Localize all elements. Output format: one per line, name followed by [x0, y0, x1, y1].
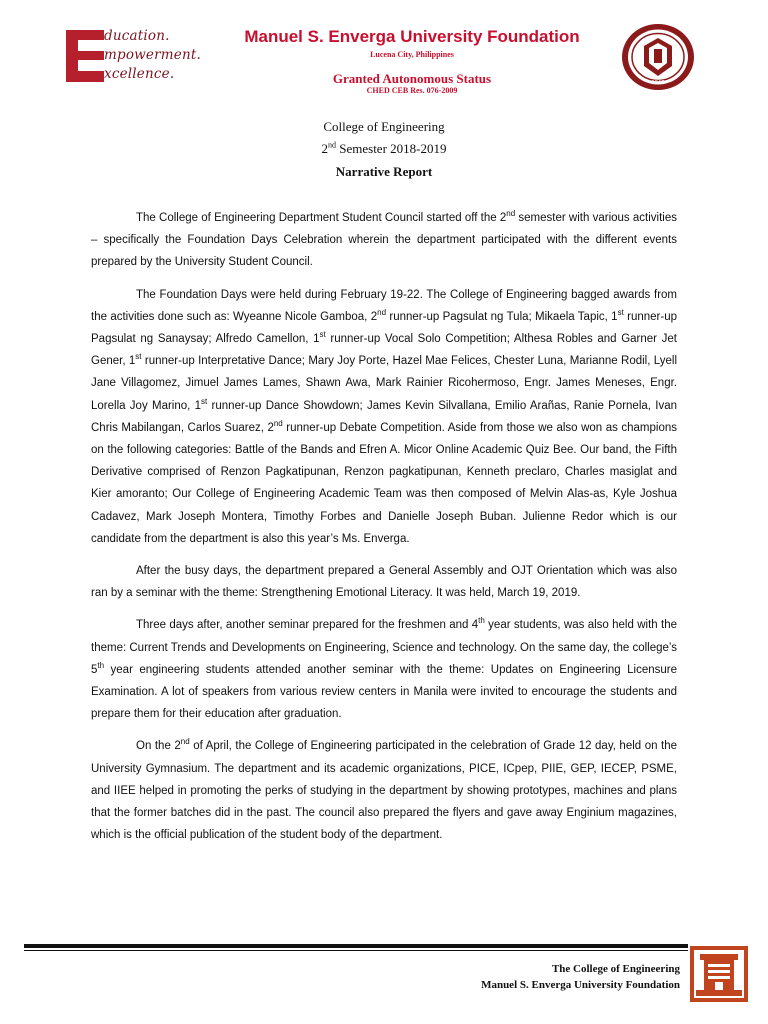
paragraph-text: runner-up Interpretative Dance; Mary Joy Porte, Hazel Mae Felices, Chester Luna, Marianne Rodil, Lyell Jane Villagomez, Jimuel James Lames, Shawn Awa, Mark Rainier Ricohermoso, Engr. James Meneses, Engr. Lorella Joy Marino, 1	[91, 355, 677, 412]
paragraph	[91, 207, 677, 274]
semester-title	[0, 141, 768, 157]
ordinal-suffix: th	[97, 661, 105, 671]
ordinal-suffix: nd	[180, 737, 190, 747]
university-seal-icon	[620, 22, 696, 92]
university-city: Lucena City, Philippines	[370, 50, 454, 59]
paragraph-text: of April, the College of Engineering participated in the celebration of Grade 12 day, held on the University Gymnasium. The department and its academic organizations, PICE, ICpep, PIIE, GEP, IECEP, PSME, and IIEE helped in promoting the perks of studying in the department by showing prototypes, machines and plans that the former batches did in the past. The council also prepared the flyers and gave away Enginium magazines, which is the official publication of the student body of the department.	[91, 740, 677, 842]
autonomous-status: Granted Autonomous Status	[332, 71, 492, 86]
ordinal-suffix: st	[319, 330, 326, 340]
ched-resolution: CHED CEB Res. 076-2009	[366, 86, 458, 95]
footer-university: Manuel S. Enverga University Foundation	[481, 979, 680, 991]
paragraph-text: After the busy days, the department prepared a General Assembly and OJT Orientation which was also ran by a seminar with the theme: Strengthening Emotional Literacy. It was held, March 19, 2019.	[91, 565, 677, 600]
footer-divider-thin	[24, 950, 688, 951]
ordinal-suffix: st	[201, 396, 208, 406]
college-title: College of Engineering	[323, 119, 445, 134]
university-tagline-logo	[62, 24, 210, 82]
paragraph-text: runner-up Dance Showdown; James Kevin Silvallana, Emilio Arañas, Ranie Pornela, Ivan Chris Mabilangan, Carlos Suarez, 2	[91, 399, 677, 434]
paragraph-text: The Foundation Days were held during February 19-22. The College of Engineering bagged awards from the activities done such as: Wyeanne Nicole Gamboa, 2	[91, 288, 677, 323]
semester-text: Semester 2018-2019	[336, 141, 447, 156]
semester-ordinal: 2	[321, 141, 328, 156]
paragraph-text: On the 2	[136, 740, 181, 753]
paragraph	[91, 560, 677, 604]
letter-e-logo-icon	[66, 30, 104, 82]
footer-college: The College of Engineering	[551, 963, 680, 975]
semester-ordinal-suffix: nd	[328, 140, 336, 150]
paragraph-text: Three days after, another seminar prepared for the freshmen and 4	[136, 619, 479, 632]
paragraph-text: runner-up Pagsulat ng Sanaysay; Alfredo Camellon, 1	[91, 310, 678, 346]
paragraph-text: semester with various activities – specifically the Foundation Days Celebration wherein the department participated with the different events prepared by the University Student Council.	[91, 212, 677, 269]
ordinal-suffix: th	[478, 616, 485, 626]
paragraph-text: The College of Engineering Department Student Council started off the 2	[136, 212, 507, 224]
engineering-tower-logo-icon	[688, 944, 750, 1004]
paragraph	[91, 284, 677, 550]
footer-divider-thick	[24, 944, 688, 948]
ordinal-suffix: st	[617, 307, 624, 317]
paragraph-text: year students, was also held with the theme: Current Trends and Developments on Engineering, Science and technology. On the same day, the college’s 5	[91, 619, 677, 676]
paragraph	[91, 614, 677, 725]
logo-line-empowerment: mpowerment.	[104, 47, 201, 63]
logo-line-education: ducation.	[104, 28, 170, 44]
paragraph	[91, 735, 677, 846]
university-name: Manuel S. Enverga University Foundation	[244, 27, 580, 46]
logo-line-excellence: xcellence.	[104, 66, 175, 82]
report-title: Narrative Report	[335, 164, 433, 179]
paragraph-text: runner-up Pagsulat ng Tula; Mikaela Tapic, 1	[386, 310, 618, 323]
ordinal-suffix: nd	[506, 209, 516, 219]
paragraph-text: runner-up Vocal Solo Competition; Althesa Robles and Garner Jet Gener, 1	[91, 333, 677, 368]
ordinal-suffix: st	[135, 352, 142, 362]
ordinal-suffix: nd	[273, 419, 283, 428]
report-body	[91, 207, 677, 856]
paragraph-text: runner-up Debate Competition. Aside from those we also won as champions on the following categories: Battle of the Bands and Efren A. Micor Online Academic Quiz Bee. Our band, the Fifth Derivative comprised of Renzon Pagkatipunan, Renzon pagkatipunan, Kenneth preclaro, Charles masiglat and Kier amoranto; Our College of Engineering Academic Team was then composed of Melvin Alas-as, Kyle Joshua Cadavez, Mark Joseph Montera, Timothy Forbes and Danielle Joseph Buban. Julienne Redor which is our candidate from the department is also this year’s Ms. Enverga.	[91, 421, 677, 545]
paragraph-text: year engineering students attended another seminar with the theme: Updates on Engineering Licensure Examination. A lot of speakers from various review centers in Manila were invited to encourage the students and prepare them for their education after graduation.	[91, 663, 677, 721]
seal-year: 1947	[651, 80, 665, 86]
ordinal-suffix: nd	[377, 307, 387, 317]
